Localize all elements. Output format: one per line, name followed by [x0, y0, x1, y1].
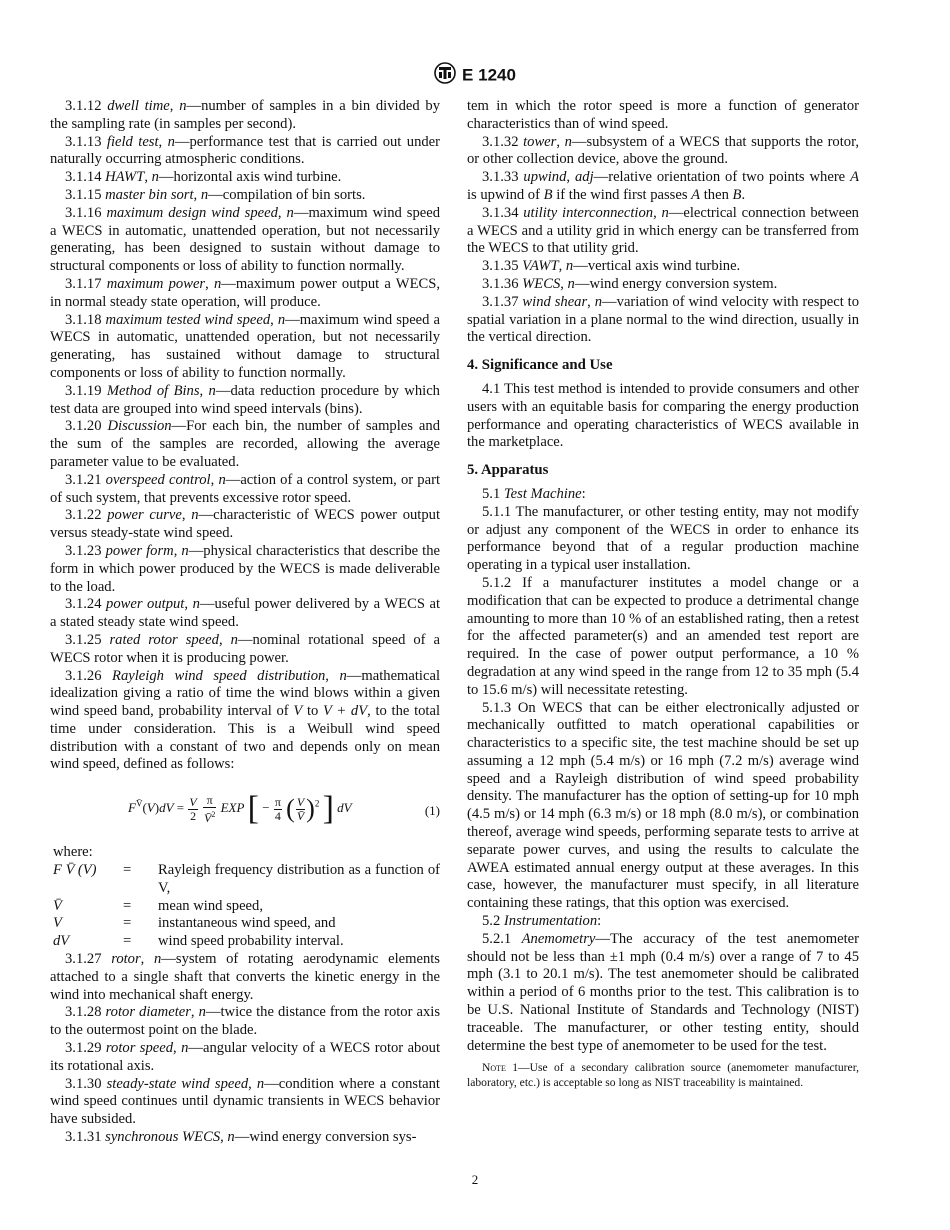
right-column: [467, 98, 859, 1102]
def-3-1-28: 3.1.28 rotor diameter, n—twice the distance from the rotor axis to the outermost point on the blade.: [50, 1004, 440, 1039]
def-3-1-21: 3.1.21 overspeed control, n—action of a control system, or part of such system, that prevents excessive rotor speed.: [50, 471, 440, 506]
def-3-1-24: 3.1.24 power output, n—useful power delivered by a WECS at a stated steady state wind speed.: [50, 596, 441, 631]
def-3-1-30: 3.1.30 steady-state wind speed, n—condition where a constant wind speed continues until dynamic transients in WECS behavior have subsided.: [50, 1075, 440, 1128]
page-header: [0, 62, 950, 89]
def-3-1-22: 3.1.22 power curve, n—characteristic of WECS power output versus steady-state wind speed.: [50, 507, 440, 542]
section-4-heading: 4. Significance and Use: [467, 357, 613, 374]
def-3-1-25: 3.1.25 rated rotor speed, n—nominal rotational speed of a WECS rotor when it is producing power.: [50, 631, 441, 666]
def-3-1-18: 3.1.18 maximum tested wind speed, n—maximum wind speed a WECS in automatic, unattended operation, but not necessarily generating, has sustained without damage to structural components or loss of ability to function normally.: [50, 311, 440, 381]
def-3-1-27: 3.1.27 rotor, n—system of rotating aerodynamic elements attached to a single shaft that converts the kinetic energy in the wind into mechanical shaft energy.: [50, 951, 440, 1003]
where-label: where:: [53, 844, 93, 861]
equation-body: $F^{V̄}(V)dV$ = $\frac{V}{2}$ $\frac{\pi}{V̄^2}$ EXP [ − $\frac{\pi}{4}$ ( $\frac{V}{V̄}$ )$^2$ ] dV: [128, 790, 352, 828]
where-table: [53, 862, 440, 951]
astm-logo-icon: [434, 62, 456, 89]
equation-number: (1): [424, 803, 440, 819]
def-3-1-20: 3.1.20 Discussion—For each bin, the number of samples and the sum of the samples are recorded, allowing the average parameter value to be evaluated.: [50, 418, 440, 470]
where-row: V = instantaneous wind speed, and: [53, 915, 336, 932]
section-5-1-2: 5.1.2 If a manufacturer institutes a model change or a modification that can be expected to produce a detrimental change amounting to more than 10 % of an established rating, then a retest for the affected parameter(s) and an amended test report are required. In the case of power output performance, a 10 % degradation at any wind speed in the range from 12 to 35 mph (5.4 to 15.6 m/s) will necessitate retesting.: [467, 574, 859, 698]
where-row: F V̄ (V) = Rayleigh frequency distribution as a function of V,: [53, 862, 440, 896]
rayleigh-equation: [50, 778, 440, 836]
def-3-1-35: 3.1.35 VAWT, n—vertical axis wind turbine.: [482, 258, 741, 275]
def-3-1-37: 3.1.37 wind shear, n—variation of wind velocity with respect to spatial variation in a plane normal to the wind direction, usually in the vertical direction.: [467, 293, 860, 346]
section-4-1: 4.1 This test method is intended to provide consumers and other users with an equitable basis for comparing the energy production performance and operating characteristics of WECS available in the marketplace.: [467, 380, 859, 451]
def-3-1-26: 3.1.26 Rayleigh wind speed distribution, n—mathematical idealization giving a ratio of time the wind blows within a given wind speed band, probability interval of V to V + dV, to the total time under consideration. This is a Weibull wind speed distribution with a constant of two and depends only on mean wind speed, defined as follows:: [50, 667, 441, 773]
where-row: dV = wind speed probability interval.: [53, 933, 344, 950]
def-3-1-13: 3.1.13 field test, n—performance test that is carried out under naturally occurring atmospheric conditions.: [50, 133, 440, 168]
note-1: Note 1—Use of a secondary calibration source (anemometer manufacturer, laboratory, etc.) is acceptable so long as NIST traceability is maintained.: [467, 1061, 859, 1089]
section-5-1-3: 5.1.3 On WECS that can be either electronically adjusted or mechanically outfitted to match operational capabilities or characteristics to a specific site, the test machine should be set up assuming a 12 mph (5.4 m/s) or 16 mph (7.2 m/s) average wind speed and a Rayleigh distribution of wind speed probability density. The manufacturer has the option of setting-up for 10 mph (4.5 m/s) or 14 mph (6.3 m/s) or 18 mph (8.0 m/s), or combination thereof, average wind speeds, performing separate tests to arrive at separate power curves, and using the results to calculate the AWEA estimated annual energy output at these averages. In this case, however, the manufacturer must specify, in all literature containing these ratings, that this option was exercised.: [467, 699, 859, 912]
def-3-1-32: 3.1.32 tower, n—subsystem of a WECS that supports the rotor, or other collection device, above the ground.: [467, 133, 859, 168]
def-3-1-36: 3.1.36 WECS, n—wind energy conversion system.: [482, 275, 778, 292]
section-5-1-1: 5.1.1 The manufacturer, or other testing entity, may not modify or adjust any component of the WECS in order to enhance its performance beyond that of a regular production machine operating in a typical user installation.: [467, 503, 859, 574]
section-5-heading: 5. Apparatus: [467, 462, 549, 479]
def-3-1-33: 3.1.33 upwind, adj—relative orientation of two points where A is upwind of B if the wind first passes A then B.: [467, 169, 859, 203]
section-5-1: 5.1 Test Machine:: [482, 485, 586, 502]
def-3-1-12: 3.1.12 dwell time, n—number of samples in a bin divided by the sampling rate (in samples per second).: [50, 98, 441, 132]
def-3-1-19: 3.1.19 Method of Bins, n—data reduction procedure by which test data are grouped into wind speed intervals (bins).: [50, 382, 440, 417]
def-3-1-23: 3.1.23 power form, n—physical characteristics that describe the form in which power produced by the WECS is made deliverable to the load.: [50, 542, 440, 595]
def-3-1-29: 3.1.29 rotor speed, n—angular velocity of a WECS rotor about its rotational axis.: [50, 1040, 440, 1074]
section-5-2: 5.2 Instrumentation:: [482, 913, 602, 930]
def-3-1-34: 3.1.34 utility interconnection, n—electrical connection between a WECS and a utility grid in which energy can be transferred from the WECS to that utility grid.: [467, 204, 859, 257]
section-5-2-1: 5.2.1 Anemometry—The accuracy of the test anemometer should not be less than ±1 mph (0.4 m/s) over a range of 7 to 45 mph (3.1 to 20.1 m/s). The test anemometer should be calibrated within a period of 6 months prior to the test. This calibration is to be U.S. National Institute of Standards and Technology (NIST) traceable. The manufacturer, or other testing entity, should determine the best type of anemometer to be used for the test.: [467, 930, 859, 1054]
def-3-1-14: 3.1.14 HAWT, n—horizontal axis wind turbine.: [65, 169, 342, 186]
def-3-1-31-continued: tem in which the rotor speed is more a function of generator characteristics than of wind speed.: [467, 98, 859, 132]
page-number: 2: [471, 1172, 479, 1187]
def-3-1-17: 3.1.17 maximum power, n—maximum power output a WECS, in normal steady state operation, will produce.: [50, 275, 440, 310]
def-3-1-31: 3.1.31 synchronous WECS, n—wind energy conversion sys-: [65, 1129, 417, 1146]
left-column: [50, 98, 440, 1147]
where-row: V̄ = mean wind speed,: [53, 897, 263, 914]
standard-code: E 1240: [462, 65, 516, 85]
def-3-1-16: 3.1.16 maximum design wind speed, n—maximum wind speed a WECS in automatic, unattended operation, but not necessarily generating, has been designed to sustain without damage to structural components or loss of ability to function normally.: [50, 204, 441, 275]
def-3-1-15: 3.1.15 master bin sort, n—compilation of bin sorts.: [65, 186, 366, 203]
